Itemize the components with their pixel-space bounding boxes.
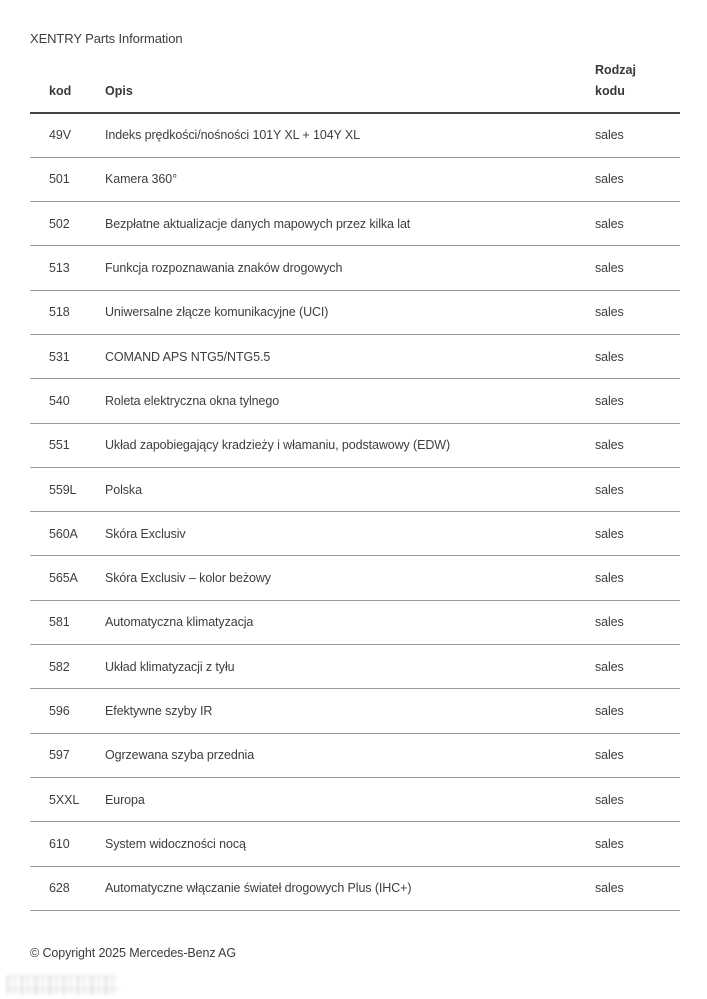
cell-option-code: 610: [49, 836, 70, 851]
cell-description: Efektywne szyby IR: [105, 704, 213, 718]
page-title: XENTRY Parts Information: [30, 31, 183, 46]
column-header-opis: Opis: [105, 84, 133, 99]
cell-code-type: sales: [595, 349, 624, 364]
cell-option-code: 518: [49, 305, 70, 320]
cell-description: Automatyczne włączanie świateł drogowych Plus (IHC+): [105, 881, 412, 896]
cell-option-code: 501: [49, 172, 70, 187]
cell-code-type: sales: [595, 704, 624, 718]
cell-option-code: 565A: [49, 571, 78, 586]
table-row: [30, 202, 680, 246]
illegible-watermark: [6, 975, 118, 995]
column-header-rodzaj-line2: kodu: [595, 84, 625, 99]
cell-description: Skóra Exclusiv: [105, 526, 186, 541]
cell-description: Skóra Exclusiv – kolor beżowy: [105, 571, 271, 586]
table-row: [30, 114, 680, 158]
table-row: [30, 512, 680, 556]
cell-description: Polska: [105, 482, 142, 497]
cell-option-code: 559L: [49, 482, 77, 497]
cell-code-type: sales: [595, 216, 624, 231]
table-row: [30, 379, 680, 423]
cell-option-code: 49V: [49, 128, 71, 143]
table-body: [30, 114, 680, 911]
cell-description: Układ klimatyzacji z tyłu: [105, 659, 235, 674]
cell-code-type: sales: [595, 526, 624, 541]
column-header-kod: kod: [49, 84, 72, 99]
cell-option-code: 560A: [49, 526, 78, 541]
cell-description: Uniwersalne złącze komunikacyjne (UCI): [105, 305, 329, 320]
cell-code-type: sales: [595, 172, 624, 187]
table-row: [30, 335, 680, 379]
cell-option-code: 502: [49, 216, 70, 231]
cell-option-code: 5XXL: [49, 792, 80, 807]
table-row: [30, 246, 680, 290]
cell-description: Kamera 360°: [105, 172, 177, 187]
cell-description: Indeks prędkości/nośności 101Y XL + 104Y XL: [105, 128, 361, 143]
cell-option-code: 551: [49, 438, 70, 453]
cell-code-type: sales: [595, 571, 624, 586]
table-row: [30, 822, 680, 866]
table-row: [30, 689, 680, 733]
table-row: [30, 645, 680, 689]
cell-code-type: sales: [595, 305, 624, 320]
cell-code-type: sales: [595, 438, 624, 453]
cell-description: Roleta elektryczna okna tylnego: [105, 393, 280, 408]
cell-option-code: 513: [49, 261, 70, 276]
cell-description: Automatyczna klimatyzacja: [105, 615, 254, 630]
cell-description: Bezpłatne aktualizacje danych mapowych przez kilka lat: [105, 216, 411, 231]
cell-code-type: sales: [595, 261, 624, 276]
cell-option-code: 531: [49, 349, 70, 364]
table-row: [30, 867, 680, 911]
cell-option-code: 582: [49, 659, 70, 674]
cell-option-code: 597: [49, 748, 70, 763]
column-header-rodzaj-kodu: [595, 60, 680, 103]
cell-description: Ogrzewana szyba przednia: [105, 748, 255, 763]
table-row: [30, 601, 680, 645]
cell-description: System widoczności nocą: [105, 836, 246, 851]
cell-description: Europa: [105, 792, 145, 807]
cell-option-code: 581: [49, 615, 70, 630]
parts-table: [30, 60, 680, 911]
cell-description: COMAND APS NTG5/NTG5.5: [105, 349, 271, 364]
column-header-rodzaj-line1: Rodzaj: [595, 63, 636, 77]
table-header-row: [30, 60, 680, 114]
table-row: [30, 291, 680, 335]
table-row: [30, 734, 680, 778]
copyright-notice: © Copyright 2025 Mercedes-Benz AG: [30, 946, 237, 960]
cell-code-type: sales: [595, 128, 624, 143]
cell-description: Układ zapobiegający kradzieży i włamaniu, podstawowy (EDW): [105, 438, 451, 453]
table-row: [30, 778, 680, 822]
cell-code-type: sales: [595, 792, 624, 807]
cell-code-type: sales: [595, 881, 624, 896]
cell-option-code: 540: [49, 393, 70, 408]
table-row: [30, 556, 680, 600]
cell-option-code: 628: [49, 881, 70, 896]
cell-code-type: sales: [595, 659, 624, 674]
table-row: [30, 424, 680, 468]
table-row: [30, 158, 680, 202]
cell-code-type: sales: [595, 615, 624, 630]
table-row: [30, 468, 680, 512]
cell-code-type: sales: [595, 393, 624, 408]
cell-option-code: 596: [49, 704, 70, 718]
cell-code-type: sales: [595, 482, 624, 497]
cell-description: Funkcja rozpoznawania znaków drogowych: [105, 261, 343, 276]
cell-code-type: sales: [595, 748, 624, 763]
cell-code-type: sales: [595, 836, 624, 851]
